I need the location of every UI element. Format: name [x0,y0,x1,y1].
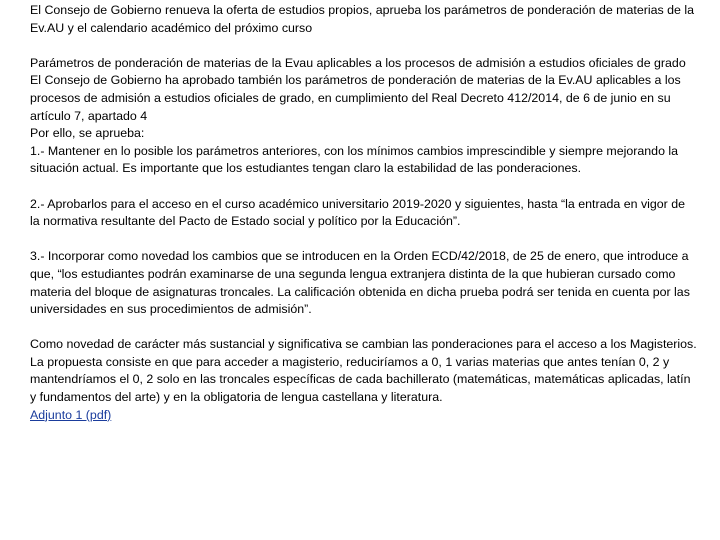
novelty-paragraph: Como novedad de carácter más sustancial y significativa se cambian las ponderaciones para el acceso a los Magisterios. La propuesta consiste en que para acceder a magisterio, reduciríamos a 0, 1 varias materias que antes tenían 0, 2 y mantendríamos el 0, 2 solo en las troncales específicas de cada bachillerato (matemáticas, matemáticas aplicadas, latín y fundamentos del arte) y en la obligatoria de lengua castellana y literatura. [30,337,697,405]
document-heading: El Consejo de Gobierno renueva la oferta de estudios propios, aprueba los parámetros de ponderación de materias de la Ev.AU y el calendario académico del próximo curso [30,3,695,35]
approval-point-2: 2.- Aprobarlos para el acceso en el curso académico universitario 2019-2020 y siguientes, hasta “la entrada en vigor de la normativa resultante del Pacto de Estado social y político por la Educación”. [30,196,686,229]
approval-lead: Por ello, se aprueba: [30,126,145,141]
section-title: Parámetros de ponderación de materias de la Evau aplicables a los procesos de admisión a estudios oficiales de grado [30,55,686,70]
approval-point-1: 1.- Mantener en lo posible los parámetros anteriores, con los mínimos cambios imprescindible y siempre mejorando la situación actual. Es importante que los estudiantes tengan claro la estabilidad de las ponderaciones. [30,143,679,176]
document-body [30,2,698,424]
approval-point-3: 3.- Incorporar como novedad los cambios que se introducen en la Orden ECD/42/2018, de 25 de enero, que introduce a que, “los estudiantes podrán examinarse de una segunda lengua extranjera distinta de la que hubieran cursado como materia del bloque de asignaturas troncales. La calificación obtenida en dicha prueba podrá ser tenida en cuenta por las universidades en sus procedimientos de admisión”. [30,249,690,317]
intro-paragraph: El Consejo de Gobierno ha aprobado también los parámetros de ponderación de materias de la Ev.AU aplicables a los procesos de admisión a estudios oficiales de grado, en cumplimiento del Real Decreto 412/2014, de 6 de junio en su artículo 7, apartado 4 [30,73,681,123]
ponderation-section [30,55,698,178]
attachment-pdf-link[interactable]: Adjunto 1 (pdf) [30,407,112,422]
novelty-section [30,336,698,424]
